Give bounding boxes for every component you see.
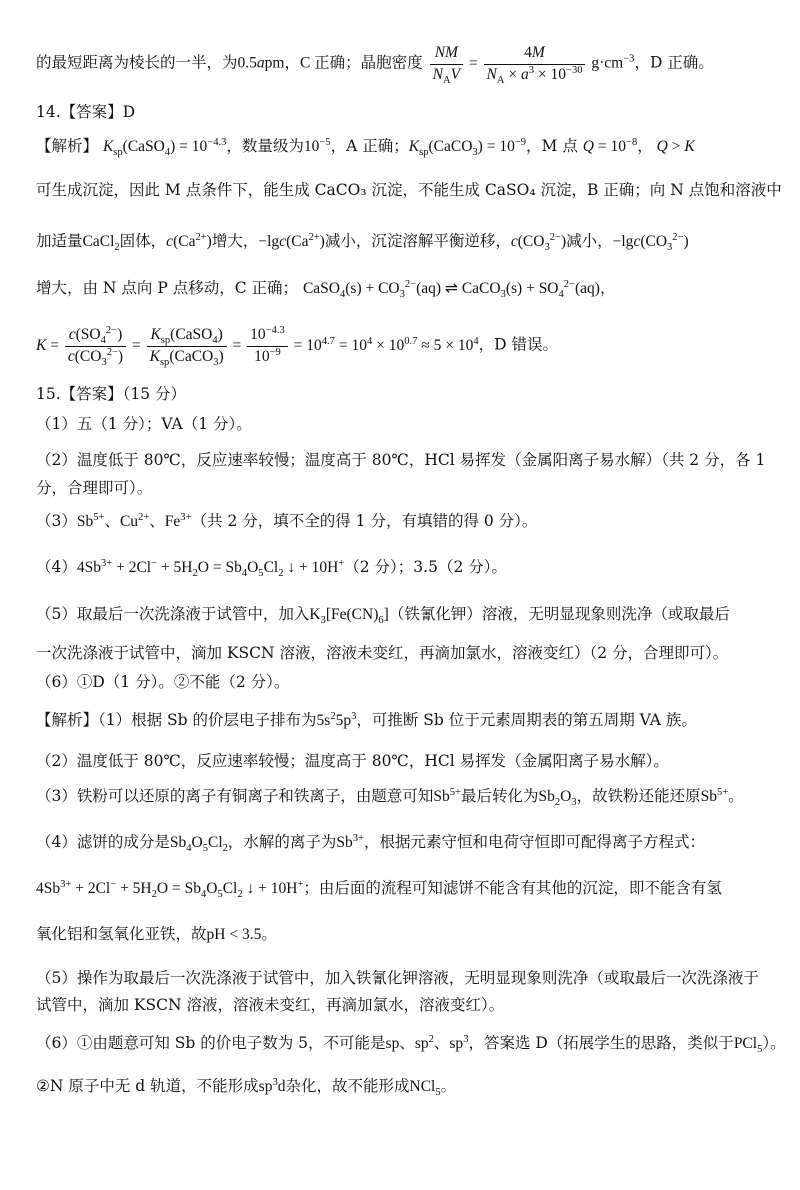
e7-line: （5）操作为取最后一次洗涤液于试管中，加入铁氰化钾溶液，无明显现象则洗净（或取最后一次洗涤液于 (36, 969, 759, 987)
text-l03d: ，M 点 (526, 137, 578, 155)
text-e6c: 。 (261, 925, 277, 943)
text-e10c: 。 (440, 1077, 457, 1095)
e2-line: （2）温度低于 80℃，反应速率较慢；温度高于 80℃，HCl 易挥发（金属阳离子易水解）。 (36, 752, 669, 770)
text-l01b: 0.5 (237, 54, 257, 72)
text-a5a: （5）取最后一次洗涤液于试管中，加入 (36, 605, 310, 623)
text-e4a: （4）滤饼的成分是 (36, 833, 170, 851)
e1-line: 【解析】（1）根据 Sb 的价层电子排布为$5s^25p^3$，可推断 Sb 位于元素周期表的第五周期 VA 族。 (36, 710, 697, 729)
text-l05b: 固体， (119, 232, 167, 250)
text-e10b: 杂化，故不能形成 (285, 1077, 410, 1095)
text-a4b: （2 分）；3.5（2 分）。 (344, 558, 507, 576)
text-l05d: 减小，沉淀溶解平衡逆移， (324, 232, 511, 250)
text-l06a: 增大，由 N 点向 P 点移动，C 正确； (36, 279, 298, 297)
text-e10a: ②N 原子中无 d 轨道，不能形成 (36, 1077, 259, 1095)
q14-answer: 14.【答案】D (36, 103, 136, 121)
text-l05e: 减小， (566, 232, 613, 250)
text-l07a: ，D 错误。 (478, 335, 559, 354)
e4-line: （4）滤饼的成分是$Sb_4O_5Cl_2$，水解的离子为$Sb^{3+}$，根据元素守恒和电荷守恒即可配得离子方程式： (36, 832, 706, 855)
a6-line: （6）①D（1 分）。②不能（2 分）。 (36, 673, 290, 691)
text-l01e: g·cm (591, 54, 624, 72)
text-e6a: 氧化铝和氢氧化亚铁，故 (36, 925, 207, 943)
a3-line: $(3)Sb^{5+}$、$Cu^{2+}$、$Fe^{3+}$（共 2 分，填不全的得 1 分，有填错的得 0 分）。 (36, 511, 538, 530)
a5-line-1: （5）取最后一次洗涤液于试管中，加入$K_3[Fe(CN)_6]$（铁氰化钾）溶液，无明显现象则洗净（或取最后 (36, 605, 730, 627)
a2-line: （2）温度低于 80℃，反应速率较慢；温度高于 80℃，HCl 易挥发（金属阳离子易水解）（共 2 分，各 1 分，合理即可）。 (36, 451, 766, 497)
text-e3d: 。 (728, 787, 744, 805)
text-e1a: 【解析】（1）根据 Sb 的价层电子排布为 (36, 711, 317, 729)
text-e3a: （3）铁粉可以还原的离子有铜离子和铁离子，由题意可知 (36, 787, 434, 805)
text-e3c: ，故铁粉还能还原 (576, 787, 701, 805)
q14-analysis-3: 加适量CaCl$_2$固体，$c(Ca^{2+})$增大，$-\lg c(Ca^{2+})$减小，沉淀溶解平衡逆移，$c(CO_3^{2-})$减小，$-\lg c(CO_3^{2-})$ (36, 231, 689, 254)
text-e5a: ；由后面的流程可知滤饼不能含有其他的沉淀，即不能含有氢 (303, 879, 722, 897)
text-l05a: 加适量 (36, 232, 83, 250)
text-e6b: pH < 3.5 (206, 926, 262, 943)
a1-line: （1）五（1 分）；VA（1 分）。 (36, 415, 252, 433)
text-a4a: （4） (36, 558, 77, 576)
density-formula: $\frac{NM}{N_AV}$ = $\frac{4M}{N_A \times a^3 \times 10^{-30}}$ (428, 55, 592, 72)
a4-line: $(4)4Sb^{3+} + 2Cl^- + 5H_2O = Sb_4O_5Cl_2$ ↓ + 10H+（2 分）；3.5（2 分）。 (36, 557, 507, 580)
text-l05c: 增大， (211, 232, 259, 250)
density-line: 的最短距离为棱长的一半，为0.5apm，C 正确；晶胞密度 $\frac{NM}{N_AV}$ = $\frac{4M}{N_A \times a^3 \times 10^{-30}}$ $g\cdot cm^{-3}$，D 正确。 (36, 44, 714, 86)
e3-line: （3）铁粉可以还原的离子有铜离子和铁离子，由题意可知$Sb^{5+}$最后转化为$Sb_2O_3$，故铁粉还能还原$Sb^{5+}$。 (36, 786, 744, 809)
text-e9a: （6）①由题意可知 Sb 的价电子数为 5，不可能是 (36, 1034, 386, 1052)
text-l01a: 的最短距离为棱长的一半，为 (36, 53, 238, 72)
text-a3b: （共 2 分，填不全的得 1 分，有填错的得 0 分）。 (191, 512, 538, 530)
text-l03b: ，数量级为 (226, 137, 304, 155)
text-e9c: ）。 (762, 1034, 786, 1052)
q14-analysis-1: 【解析】 $K_{sp}(CaSO_4) = 10^{-4.3}$，数量级为$10^{-5}$，A 正确；$K_{sp}(CaCO_3) = 10^{-9}$，M 点 $Q = 10^{-8}$， Q > K (36, 136, 695, 159)
text-a5b: （铁氰化钾）溶液，无明显现象则洗净（或取最后 (388, 605, 730, 623)
text-e9b: ，答案选 D（拓展学生的思路，类似于 (468, 1034, 734, 1052)
text-l01c: a (256, 54, 265, 72)
a5-line-2: 一次洗涤液于试管中，滴加 KSCN 溶液，溶液未变红，再滴加氯水，溶液变红）（2 分，合理即可）。 (36, 644, 729, 662)
q14-analysis-2: 可生成沉淀，因此 M 点条件下，能生成 CaCO₃ 沉淀，不能生成 CaSO₄ 沉淀，B 正确；向 N 点饱和溶液中 (36, 181, 782, 199)
e9-line: （6）①由题意可知 Sb 的价电子数为 5，不可能是sp、$sp^2$、$sp^3$，答案选 D（拓展学生的思路，类似于PCl$_5$）。 (36, 1033, 786, 1056)
text-l03c: ，A 正确； (330, 137, 409, 155)
e10-line: ②N 原子中无 d 轨道，不能形成$sp^3d$杂化，故不能形成NCl$_5$。 (36, 1076, 457, 1099)
text-l03a: 【解析】 (36, 137, 99, 155)
text-l01d: pm，C 正确；晶胞密度 (264, 54, 423, 72)
text-l01f: ，D 正确。 (634, 53, 714, 72)
text-e4b: ，水解的离子为 (227, 833, 337, 851)
e5-line: $4Sb^{3+} + 2Cl^- + 5H_2O = Sb_4O_5Cl_2$ ↓ + 10H+；由后面的流程可知滤饼不能含有其他的沉淀，即不能含有氢 (36, 878, 722, 901)
text-e3b: 最后转化为 (460, 787, 539, 805)
q14-k-formula: K = $\frac{c(SO_4^{2-})}{c(CO_3^{2-})}$ = $\frac{K_{sp}(CaSO_4)}{K_{sp}(CaCO_3)}$ = $\frac{10^{-4.3}}{10^{-9}}$ = $10^{4.7} = 10^4 \times 10^{0.7} \approx 5 \times 10^4$，D 错误。 (36, 324, 559, 368)
text-e1b: ，可推断 Sb 位于元素周期表的第五周期 VA 族。 (356, 711, 697, 729)
q15-answer: 15.【答案】（15 分） (36, 385, 187, 403)
e6-line (36, 925, 780, 945)
text-a3a: （3） (36, 512, 77, 530)
q14-analysis-4: 增大，由 N 点向 P 点移动，C 正确； CaSO$_4$(s) + $CO_3^{2-}(aq)$ ⇌ CaCO$_3$(s) + $SO_4^{2-}(aq)$， (36, 278, 616, 301)
text-e4c: ，根据元素守恒和电荷守恒即可配得离子方程式： (364, 833, 706, 851)
e8-line: 试管中，滴加 KSCN 溶液，溶液未变红，再滴加氯水，溶液变红）。 (36, 996, 505, 1014)
